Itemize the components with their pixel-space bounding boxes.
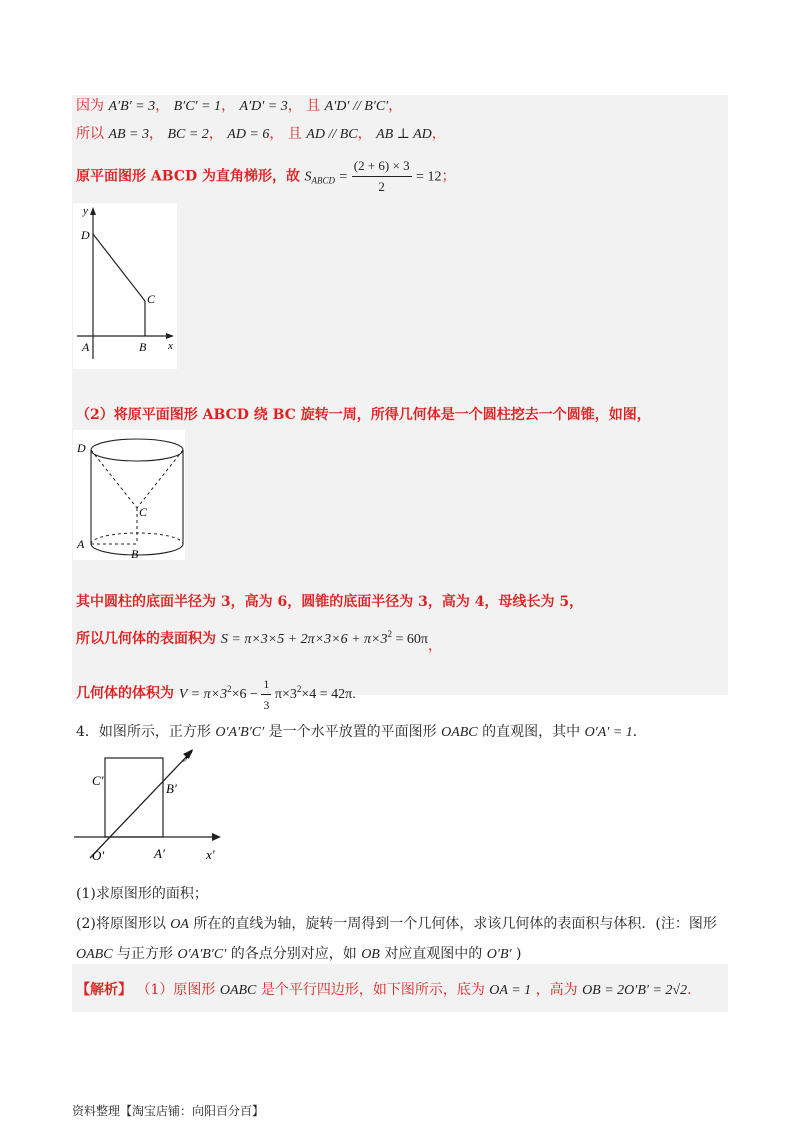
- trapezoid-svg: [73, 203, 177, 369]
- x-arrow: [212, 833, 221, 841]
- figure-cylinder: [73, 430, 185, 560]
- math: O′A′B′C′: [177, 947, 227, 962]
- denominator: 3: [263, 698, 270, 712]
- sep: ，: [221, 98, 236, 114]
- math: O′A′B′C′: [215, 725, 265, 740]
- sep: ): [516, 946, 522, 962]
- sep: ，: [388, 98, 403, 114]
- denominator: 2: [378, 179, 385, 194]
- label-c: C: [147, 292, 156, 306]
- label-a: A′: [154, 846, 165, 861]
- equation: AB = 3: [108, 127, 150, 142]
- sep: ，: [149, 126, 164, 142]
- sep: ，: [357, 126, 372, 142]
- text: 的各点分别对应，如: [230, 946, 357, 962]
- label-c: C: [139, 505, 148, 519]
- exponent: 2: [227, 683, 232, 694]
- text: 的直观图，其中: [482, 724, 581, 740]
- text: 且: [306, 98, 321, 114]
- label-o: O′: [92, 848, 105, 863]
- solution-line-dims: [76, 592, 583, 612]
- math: OABC: [441, 725, 478, 740]
- math: OB: [361, 947, 380, 962]
- sep: ；: [441, 168, 456, 185]
- text: (1)求原图形的面积；: [76, 886, 208, 902]
- text: 所以: [76, 126, 104, 142]
- text: 4．如图所示，正方形: [76, 724, 211, 740]
- text: (2)将原图形以: [76, 916, 166, 932]
- label-x: x: [168, 340, 173, 352]
- sep: ，: [269, 126, 284, 142]
- label-y: y: [83, 205, 88, 217]
- fraction: [261, 674, 271, 715]
- cone-left: [91, 450, 137, 508]
- label-d: D: [81, 228, 90, 242]
- solution-line-area: [76, 624, 428, 650]
- equation: AB ⊥ AD: [376, 127, 432, 142]
- text: 是个平行四边形，如下图所示，底为: [260, 982, 485, 998]
- square: [105, 758, 163, 837]
- figure-trapezoid: [73, 203, 177, 369]
- equation: BC = 2: [167, 127, 209, 142]
- text: 原平面图形 ABCD 为直角梯形，故: [76, 168, 300, 185]
- footer: 资料整理【淘宝店铺：向阳百分百】: [72, 1104, 265, 1118]
- text: 所以几何体的表面积为: [76, 631, 216, 647]
- equation: A′D′ // B′C′: [324, 99, 389, 114]
- label-x: x′: [206, 847, 215, 862]
- question-1: [76, 884, 208, 904]
- math: OABC: [219, 983, 257, 998]
- formula: π×3: [274, 686, 297, 702]
- top-ellipse: [91, 439, 183, 461]
- equation: A′D′ = 3: [239, 99, 288, 114]
- analysis-line: [76, 980, 692, 1001]
- formula: V = π×3: [178, 686, 228, 702]
- label-b: B: [139, 340, 147, 354]
- solution-line-area-end: [428, 636, 442, 656]
- exponent: 2: [387, 629, 392, 639]
- result: = 12: [416, 169, 442, 185]
- text: 与正方形: [117, 946, 174, 962]
- x-arrow: [166, 333, 174, 339]
- question-2-line-2: [76, 944, 521, 965]
- text: 几何体的体积为: [76, 685, 174, 702]
- equation: B′C′ = 1: [173, 99, 222, 114]
- result: = 60π: [392, 632, 428, 647]
- label-c: C′: [92, 773, 104, 788]
- math: O′B′: [486, 947, 512, 962]
- formula: S = π×3×5 + 2π×3×6 + π×3: [220, 632, 388, 647]
- text: 是一个水平放置的平面图形: [268, 724, 437, 740]
- text: 且: [287, 126, 302, 142]
- text: （2）将原平面图形 ABCD 绕 BC 旋转一周，所得几何体是一个圆柱挖去一个圆锥，如图，: [76, 407, 651, 423]
- area-symbol: S: [304, 169, 312, 185]
- question-2-line-1: [76, 914, 717, 935]
- y-arrow: [90, 207, 96, 215]
- math: O′A′ = 1: [584, 725, 633, 740]
- solution-line-rotate: [76, 405, 651, 425]
- area-subscript: ABCD: [311, 175, 335, 186]
- exponent: 2: [296, 683, 302, 694]
- volume-formula: [178, 677, 356, 712]
- equation: A′B′ = 3: [108, 99, 156, 114]
- fraction: [352, 156, 412, 197]
- label-b: B′: [166, 781, 177, 796]
- solution-line-3: [76, 156, 455, 197]
- numerator: 1: [261, 674, 271, 695]
- cylinder-svg: [73, 430, 185, 560]
- sep: ，: [431, 126, 446, 142]
- math: OB = 2O′B′ = 2√2: [582, 983, 688, 998]
- sep: ，: [155, 98, 170, 114]
- problem4-stem: [76, 722, 647, 743]
- math: OA = 1: [489, 983, 532, 998]
- sep: ，: [208, 126, 223, 142]
- math: OABC: [76, 947, 113, 962]
- label-a: A: [82, 340, 90, 354]
- text: 对应直观图中的: [384, 946, 483, 962]
- segment-dc: [93, 234, 145, 301]
- formula: ×4 = 42π.: [301, 686, 356, 702]
- area-formula: [220, 629, 428, 647]
- cone-right: [137, 450, 183, 508]
- solution-line-volume: [76, 674, 356, 715]
- text: （1）原图形: [136, 982, 216, 998]
- label-a: A: [77, 537, 85, 551]
- sep: ，: [428, 638, 442, 654]
- text: 其中圆柱的底面半径为 3，高为 6，圆锥的底面半径为 3，高为 4，母线长为 5，: [76, 594, 584, 610]
- equation: AD // BC: [306, 127, 358, 142]
- math: OA: [170, 917, 189, 932]
- label-d: D: [77, 441, 86, 455]
- solution-line-2: [76, 124, 446, 145]
- text: 因为: [76, 98, 104, 114]
- numerator: (2 + 6) × 3: [352, 156, 412, 177]
- text: 所在的直线为轴，旋转一周得到一个几何体，求该几何体的表面积与体积．(注：图形: [193, 916, 717, 932]
- square-svg: [72, 745, 232, 865]
- sep: ，: [287, 98, 302, 114]
- figure-square: [72, 745, 232, 865]
- solution-line-1: [76, 96, 402, 117]
- equation: AD = 6: [227, 127, 270, 142]
- sep: ．: [632, 724, 647, 740]
- formula: ×6 −: [231, 686, 258, 702]
- text: ，高为: [535, 982, 578, 998]
- equals: =: [339, 169, 348, 185]
- label-y: y′: [184, 747, 193, 762]
- label-b: B: [131, 547, 139, 560]
- analysis-tag: 【解析】: [76, 982, 132, 998]
- sep: .: [687, 982, 692, 998]
